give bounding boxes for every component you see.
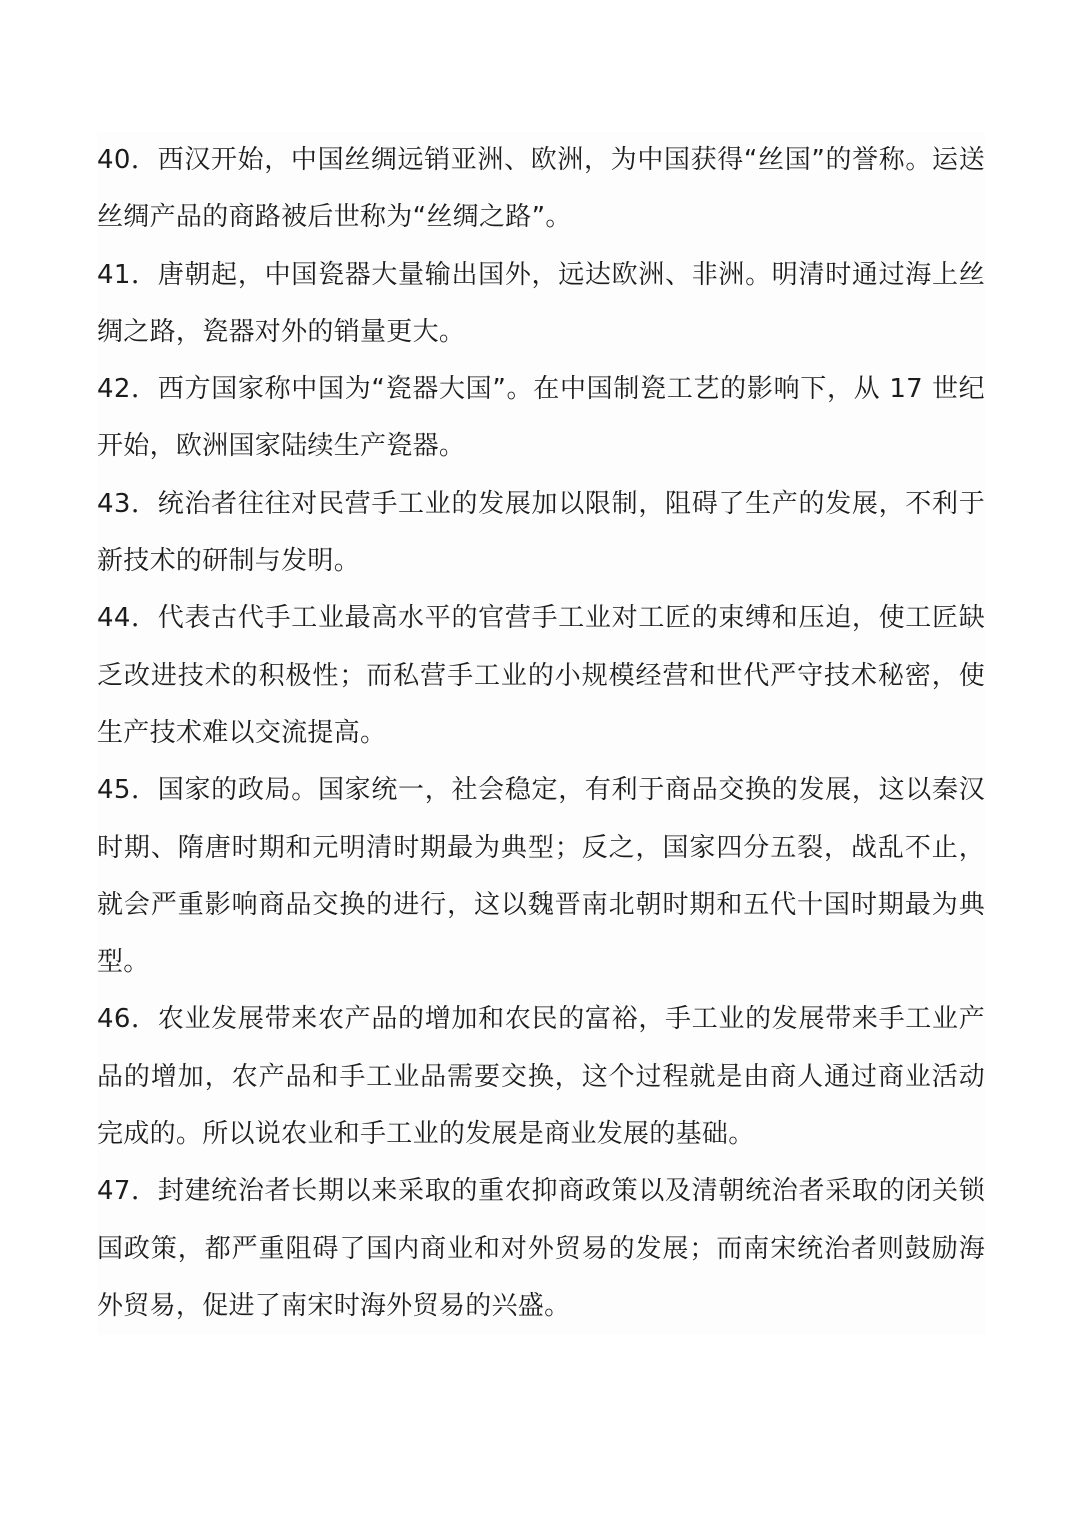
paragraph-45: 45．国家的政局。国家统一，社会稳定，有利于商品交换的发展，这以秦汉时期、隋唐时期和元明清时期最为典型；反之，国家四分五裂，战乱不止，就会严重影响商品交换的进行，这以魏晋南北朝时期和五代十国时期最为典型。 — [97, 762, 985, 991]
paragraph-40: 40．西汉开始，中国丝绸远销亚洲、欧洲，为中国获得“丝国”的誉称。运送丝绸产品的商路被后世称为“丝绸之路”。 — [97, 132, 985, 247]
paragraph-46: 46．农业发展带来农产品的增加和农民的富裕，手工业的发展带来手工业产品的增加，农产品和手工业品需要交换，这个过程就是由商人通过商业活动完成的。所以说农业和手工业的发展是商业发展的基础。 — [97, 991, 985, 1163]
paragraph-43: 43．统治者往往对民营手工业的发展加以限制，阻碍了生产的发展，不利于新技术的研制与发明。 — [97, 476, 985, 591]
paragraph-41: 41．唐朝起，中国瓷器大量输出国外，远达欧洲、非洲。明清时通过海上丝绸之路，瓷器对外的销量更大。 — [97, 247, 985, 362]
document-body — [97, 132, 985, 1335]
paragraph-47: 47．封建统治者长期以来采取的重农抑商政策以及清朝统治者采取的闭关锁国政策，都严重阻碍了国内商业和对外贸易的发展；而南宋统治者则鼓励海外贸易，促进了南宋时海外贸易的兴盛。 — [97, 1163, 985, 1335]
paragraph-42: 42．西方国家称中国为“瓷器大国”。在中国制瓷工艺的影响下，从 17 世纪开始，欧洲国家陆续生产瓷器。 — [97, 361, 985, 476]
paragraph-44: 44．代表古代手工业最高水平的官营手工业对工匠的束缚和压迫，使工匠缺乏改进技术的积极性；而私营手工业的小规模经营和世代严守技术秘密，使生产技术难以交流提高。 — [97, 590, 985, 762]
